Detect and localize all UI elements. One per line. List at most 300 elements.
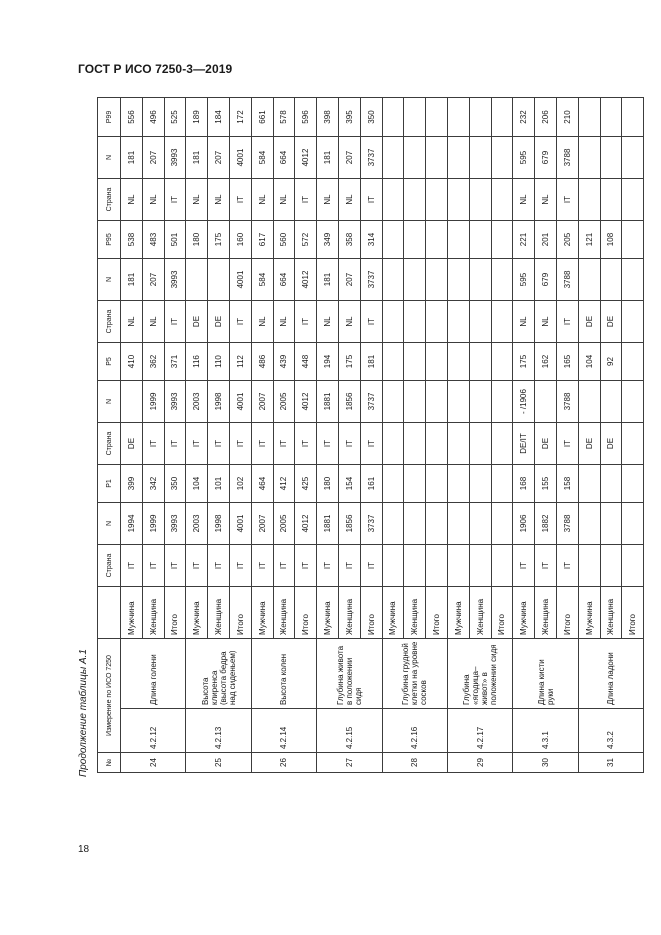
table-cell <box>578 137 600 179</box>
table-cell: 464 <box>251 465 273 503</box>
group-label-cell: Итого <box>426 587 448 639</box>
table-cell <box>404 503 426 545</box>
table-cell <box>382 343 404 381</box>
table-cell: 3993 <box>164 503 186 545</box>
table-cell: 1881 <box>317 381 339 423</box>
table-cell: IT <box>229 301 251 343</box>
measure-code: 4.3.2 <box>578 709 643 753</box>
table-cell <box>447 221 469 259</box>
table-cell <box>622 137 644 179</box>
table-cell: 350 <box>164 465 186 503</box>
table-cell: 207 <box>208 137 230 179</box>
group-label-cell: Мужчина <box>382 587 404 639</box>
table-cell <box>404 465 426 503</box>
table-cell <box>622 343 644 381</box>
table-cell <box>404 545 426 587</box>
table-cell <box>600 381 622 423</box>
table-row <box>513 98 535 773</box>
table-cell <box>578 259 600 301</box>
table-cell: IT <box>121 545 143 587</box>
table-cell: 108 <box>600 221 622 259</box>
table-row <box>186 98 208 773</box>
table-cell: 595 <box>513 259 535 301</box>
page-number: 18 <box>78 844 90 855</box>
table-cell: IT <box>360 545 382 587</box>
table-cell: 181 <box>360 343 382 381</box>
table-cell: IT <box>513 545 535 587</box>
table-cell: DE/IT <box>513 423 535 465</box>
table-cell <box>578 98 600 137</box>
table-cell: DE <box>208 301 230 343</box>
table-cell: 207 <box>338 259 360 301</box>
table-cell: 3737 <box>360 381 382 423</box>
column-header: N <box>98 259 121 301</box>
measure-code: 4.2.13 <box>186 709 251 753</box>
table-cell: 181 <box>121 137 143 179</box>
table-cell: DE <box>121 423 143 465</box>
group-label-cell: Женщина <box>142 587 164 639</box>
table-cell: NL <box>142 301 164 343</box>
table-cell <box>404 137 426 179</box>
table-cell <box>622 301 644 343</box>
table-cell: 3788 <box>556 259 578 301</box>
table-cell: 101 <box>208 465 230 503</box>
table-cell: 4012 <box>295 137 317 179</box>
table-cell: 112 <box>229 343 251 381</box>
table-cell: DE <box>600 423 622 465</box>
table-cell: 4001 <box>229 137 251 179</box>
table-cell: DE <box>535 423 557 465</box>
table-cell <box>186 259 208 301</box>
table-cell: 4012 <box>295 381 317 423</box>
column-header: N <box>98 381 121 423</box>
table-cell: 349 <box>317 221 339 259</box>
group-label-cell: Мужчина <box>186 587 208 639</box>
table-cell: 181 <box>317 137 339 179</box>
table-cell <box>404 179 426 221</box>
table-cell <box>447 301 469 343</box>
table-cell: 439 <box>273 343 295 381</box>
table-cell: 221 <box>513 221 535 259</box>
measure-number: 29 <box>447 753 512 773</box>
table-cell: 207 <box>142 259 164 301</box>
table-cell <box>404 259 426 301</box>
table-cell: IT <box>556 179 578 221</box>
table-cell <box>447 381 469 423</box>
group-label-cell: Женщина <box>600 587 622 639</box>
table-cell: IT <box>360 423 382 465</box>
table-cell <box>469 221 491 259</box>
group-label-cell: Итого <box>229 587 251 639</box>
table-cell <box>382 259 404 301</box>
table-cell: 160 <box>229 221 251 259</box>
table-cell: NL <box>535 301 557 343</box>
table-cell: 596 <box>295 98 317 137</box>
table-cell: IT <box>338 545 360 587</box>
table-cell <box>622 545 644 587</box>
table-cell: IT <box>295 179 317 221</box>
table-cell: NL <box>208 179 230 221</box>
table-cell <box>382 98 404 137</box>
measure-code: 4.2.15 <box>317 709 382 753</box>
table-cell: 4012 <box>295 503 317 545</box>
table-cell: IT <box>164 545 186 587</box>
table-cell <box>600 503 622 545</box>
table-cell: 2007 <box>251 381 273 423</box>
measure-code: 4.2.14 <box>251 709 316 753</box>
table-body <box>121 98 644 773</box>
table-row <box>382 98 404 773</box>
table-cell: 4001 <box>229 381 251 423</box>
table-cell <box>491 179 513 221</box>
table-cell: 560 <box>273 221 295 259</box>
table-cell: 661 <box>251 98 273 137</box>
table-cell: 168 <box>513 465 535 503</box>
table-cell <box>469 381 491 423</box>
measure-name: Глубина грудной клетки на уровне сосков <box>382 639 447 709</box>
table-cell <box>491 545 513 587</box>
table-cell: NL <box>251 301 273 343</box>
table-header-row <box>98 98 121 773</box>
table-cell: 584 <box>251 137 273 179</box>
table-row <box>121 98 143 773</box>
table-cell: IT <box>273 423 295 465</box>
table-cell: 679 <box>535 137 557 179</box>
table-cell <box>469 259 491 301</box>
table-cell: IT <box>295 301 317 343</box>
table-cell: 3737 <box>360 503 382 545</box>
table-cell: 206 <box>535 98 557 137</box>
table-cell: 1882 <box>535 503 557 545</box>
column-header: Страна <box>98 301 121 343</box>
table-cell <box>426 465 448 503</box>
measure-number: 31 <box>578 753 643 773</box>
table-cell: 116 <box>186 343 208 381</box>
table-cell: 207 <box>142 137 164 179</box>
table-cell <box>469 465 491 503</box>
table-cell: 2005 <box>273 503 295 545</box>
table-cell: 194 <box>317 343 339 381</box>
table-cell: 3788 <box>556 137 578 179</box>
table-cell <box>426 343 448 381</box>
table-cell: 572 <box>295 221 317 259</box>
table-cell <box>382 423 404 465</box>
table-cell <box>426 381 448 423</box>
table-cell: 342 <box>142 465 164 503</box>
table-cell: IT <box>295 423 317 465</box>
table-cell: 110 <box>208 343 230 381</box>
table-cell: 664 <box>273 259 295 301</box>
table-cell <box>469 545 491 587</box>
table-cell: 1998 <box>208 381 230 423</box>
table-cell <box>426 423 448 465</box>
table-cell: 3993 <box>164 137 186 179</box>
table-cell: 161 <box>360 465 382 503</box>
table-cell <box>447 545 469 587</box>
table-cell <box>382 465 404 503</box>
table-cell: IT <box>556 545 578 587</box>
group-label-cell: Итого <box>295 587 317 639</box>
group-label-cell: Мужчина <box>121 587 143 639</box>
table-cell: 398 <box>317 98 339 137</box>
table-cell: 399 <box>121 465 143 503</box>
table-cell <box>404 343 426 381</box>
table-cell: 181 <box>121 259 143 301</box>
table-cell: 104 <box>186 465 208 503</box>
column-header: N <box>98 503 121 545</box>
table-cell <box>447 98 469 137</box>
group-label-cell: Женщина <box>208 587 230 639</box>
table-cell <box>578 381 600 423</box>
measure-code: 4.2.17 <box>447 709 512 753</box>
table-cell <box>447 343 469 381</box>
table-cell: 2005 <box>273 381 295 423</box>
table-cell: 180 <box>317 465 339 503</box>
table-cell: 350 <box>360 98 382 137</box>
table-cell: 2003 <box>186 503 208 545</box>
table-cell: IT <box>556 301 578 343</box>
table-cell: 205 <box>556 221 578 259</box>
table-cell <box>426 503 448 545</box>
table-cell <box>447 137 469 179</box>
table-cell <box>382 545 404 587</box>
table-cell <box>447 503 469 545</box>
measure-name: Длина голени <box>121 639 186 709</box>
table-cell <box>447 423 469 465</box>
table-cell: 3788 <box>556 503 578 545</box>
table-cell <box>469 503 491 545</box>
table-cell: IT <box>142 545 164 587</box>
group-label-cell: Мужчина <box>251 587 273 639</box>
table-cell: 175 <box>338 343 360 381</box>
table-cell: 4012 <box>295 259 317 301</box>
table-cell <box>426 545 448 587</box>
table-cell: IT <box>208 545 230 587</box>
table-cell <box>426 98 448 137</box>
table-cell: IT <box>360 179 382 221</box>
table-cell: 181 <box>317 259 339 301</box>
measure-number: 28 <box>382 753 447 773</box>
table-cell: NL <box>121 179 143 221</box>
table-cell <box>121 381 143 423</box>
table-cell: 175 <box>208 221 230 259</box>
measure-name: Высота клиренса (высота бедра над сиденьем) <box>186 639 251 709</box>
table-cell <box>447 179 469 221</box>
measure-number: 24 <box>121 753 186 773</box>
table-cell <box>491 259 513 301</box>
table-cell: NL <box>513 179 535 221</box>
table-cell <box>622 423 644 465</box>
table-cell: 2007 <box>251 503 273 545</box>
table-row <box>317 98 339 773</box>
column-header: P1 <box>98 465 121 503</box>
table-cell: 483 <box>142 221 164 259</box>
rotated-table-container <box>97 98 638 773</box>
table-cell: 1906 <box>513 503 535 545</box>
data-table <box>97 97 644 773</box>
table-cell <box>382 381 404 423</box>
table-cell <box>426 137 448 179</box>
table-cell: IT <box>338 423 360 465</box>
table-cell: NL <box>317 179 339 221</box>
group-label-cell: Итого <box>622 587 644 639</box>
table-cell: NL <box>121 301 143 343</box>
table-cell <box>382 137 404 179</box>
measure-number: 30 <box>513 753 578 773</box>
table-cell: IT <box>556 423 578 465</box>
table-cell: IT <box>186 545 208 587</box>
table-cell <box>578 503 600 545</box>
table-cell: 371 <box>164 343 186 381</box>
table-cell <box>600 98 622 137</box>
table-cell: IT <box>142 423 164 465</box>
table-cell: IT <box>317 423 339 465</box>
table-cell: 358 <box>338 221 360 259</box>
table-cell: 3993 <box>164 381 186 423</box>
measure-code: 4.2.12 <box>121 709 186 753</box>
table-cell <box>600 179 622 221</box>
table-cell: 210 <box>556 98 578 137</box>
table-cell: 102 <box>229 465 251 503</box>
table-cell <box>469 137 491 179</box>
table-cell: NL <box>273 179 295 221</box>
group-label-cell: Мужчина <box>447 587 469 639</box>
table-cell <box>382 179 404 221</box>
table-cell: 158 <box>556 465 578 503</box>
table-caption: Продолжение таблицы А.1 <box>78 649 89 777</box>
measure-number: 26 <box>251 753 316 773</box>
table-cell <box>600 465 622 503</box>
table-cell: 232 <box>513 98 535 137</box>
table-row <box>251 98 273 773</box>
table-cell <box>447 465 469 503</box>
table-cell: 538 <box>121 221 143 259</box>
table-cell: 184 <box>208 98 230 137</box>
table-cell: 4001 <box>229 259 251 301</box>
table-cell <box>382 503 404 545</box>
table-cell: 584 <box>251 259 273 301</box>
table-cell <box>578 465 600 503</box>
table-cell: 664 <box>273 137 295 179</box>
table-cell: 501 <box>164 221 186 259</box>
table-cell: 362 <box>142 343 164 381</box>
table-cell: 154 <box>338 465 360 503</box>
column-header: P95 <box>98 221 121 259</box>
table-cell: NL <box>142 179 164 221</box>
table-cell: 1999 <box>142 503 164 545</box>
table-cell: IT <box>208 423 230 465</box>
table-cell: IT <box>186 423 208 465</box>
table-cell: DE <box>186 301 208 343</box>
column-header: Страна <box>98 423 121 465</box>
table-cell: 395 <box>338 98 360 137</box>
table-cell <box>404 301 426 343</box>
table-cell: IT <box>229 179 251 221</box>
table-cell: 189 <box>186 98 208 137</box>
table-cell <box>426 259 448 301</box>
table-cell <box>622 179 644 221</box>
table-cell: 1856 <box>338 381 360 423</box>
table-cell <box>404 423 426 465</box>
table-cell: IT <box>317 545 339 587</box>
group-label-cell: Женщина <box>535 587 557 639</box>
column-header: P99 <box>98 98 121 137</box>
table-cell: NL <box>251 179 273 221</box>
table-cell: NL <box>273 301 295 343</box>
table-cell <box>469 98 491 137</box>
table-cell <box>491 301 513 343</box>
table-cell: IT <box>164 423 186 465</box>
table-cell: 2003 <box>186 381 208 423</box>
table-cell: IT <box>229 545 251 587</box>
table-cell <box>535 381 557 423</box>
table-cell <box>426 301 448 343</box>
table-cell <box>491 423 513 465</box>
table-cell: 525 <box>164 98 186 137</box>
table-cell: 3993 <box>164 259 186 301</box>
column-header: Измерение по ИСО 7250 <box>98 639 121 753</box>
measure-name: Высота колен <box>251 639 316 709</box>
table-cell: IT <box>273 545 295 587</box>
column-header: P5 <box>98 343 121 381</box>
table-cell <box>426 179 448 221</box>
table-cell: 104 <box>578 343 600 381</box>
table-cell: DE <box>600 301 622 343</box>
group-label-cell: Женщина <box>469 587 491 639</box>
table-cell: 578 <box>273 98 295 137</box>
table-cell: IT <box>164 179 186 221</box>
table-cell <box>491 465 513 503</box>
table-cell: NL <box>338 179 360 221</box>
table-cell: 1856 <box>338 503 360 545</box>
table-cell: NL <box>535 179 557 221</box>
table-cell: 201 <box>535 221 557 259</box>
table-cell: 1994 <box>121 503 143 545</box>
table-cell <box>469 179 491 221</box>
table-cell <box>578 179 600 221</box>
measure-name: Длина ладони <box>578 639 643 709</box>
table-cell <box>208 259 230 301</box>
group-label-cell: Итого <box>164 587 186 639</box>
table-cell: 180 <box>186 221 208 259</box>
table-cell: IT <box>535 545 557 587</box>
table-cell: 617 <box>251 221 273 259</box>
table-cell <box>382 221 404 259</box>
table-cell: 165 <box>556 343 578 381</box>
table-cell: IT <box>164 301 186 343</box>
table-cell <box>622 465 644 503</box>
table-cell: 595 <box>513 137 535 179</box>
table-cell <box>469 423 491 465</box>
table-cell: 3737 <box>360 259 382 301</box>
group-label-cell: Мужчина <box>317 587 339 639</box>
table-cell: 496 <box>142 98 164 137</box>
column-header: N <box>98 137 121 179</box>
table-cell <box>622 503 644 545</box>
table-cell: 448 <box>295 343 317 381</box>
group-label-cell: Женщина <box>404 587 426 639</box>
table-cell: NL <box>186 179 208 221</box>
table-cell <box>491 221 513 259</box>
table-cell <box>491 98 513 137</box>
table-cell <box>491 503 513 545</box>
measure-number: 27 <box>317 753 382 773</box>
group-label-cell: Мужчина <box>513 587 535 639</box>
group-label-cell: Женщина <box>273 587 295 639</box>
measure-code: 4.2.16 <box>382 709 447 753</box>
table-cell: IT <box>295 545 317 587</box>
table-cell: IT <box>360 301 382 343</box>
